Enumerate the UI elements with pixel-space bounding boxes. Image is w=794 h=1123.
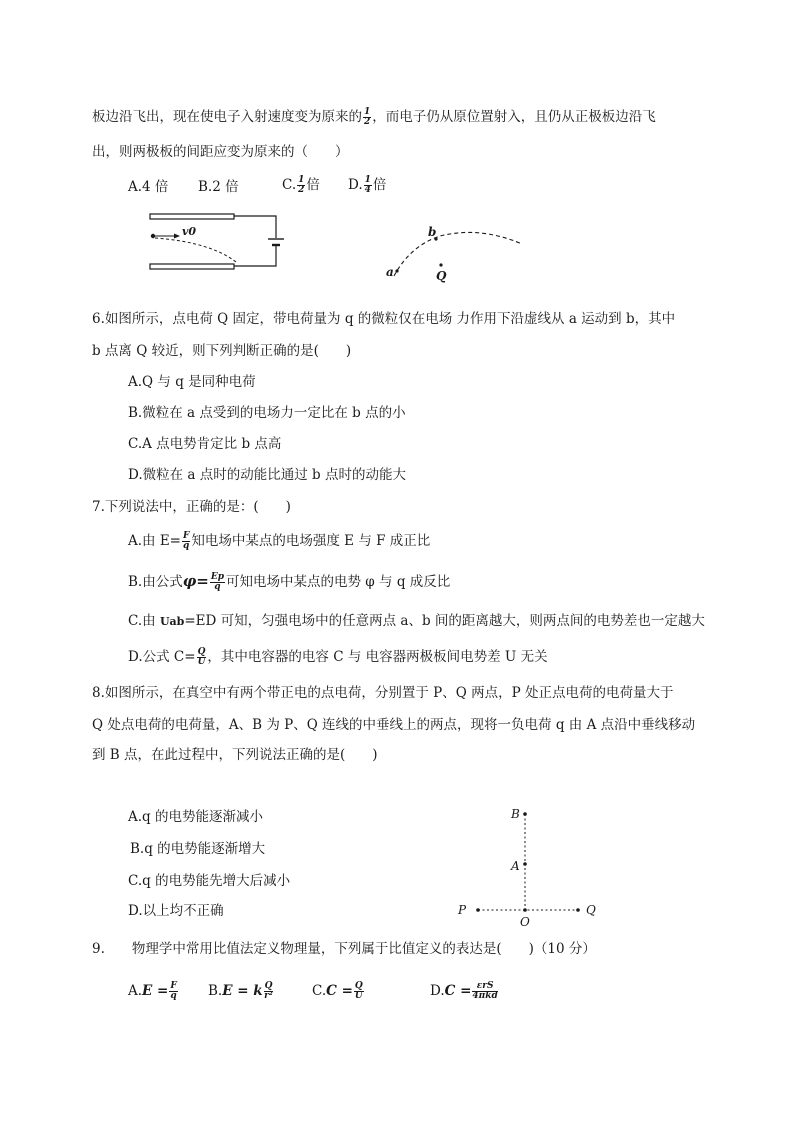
point-B [523, 812, 527, 816]
label-b: b [428, 225, 437, 239]
label-A: A [511, 859, 520, 873]
q7-opt-c-post: =ED 可知，匀强电场中的任意两点 a、b 间的距离越大，则两点间的电势差也一定越大 [184, 613, 705, 629]
q5-fraction-half [363, 108, 371, 127]
q7-opt-c-u: Uab [159, 615, 185, 628]
q5-opt-d-pre: D. [348, 177, 363, 193]
capacitor-figure [140, 198, 300, 294]
q7-opt-a-num: F [183, 531, 190, 541]
q7-opt-b-phi: φ= [182, 572, 209, 590]
q7-opt-b-pre: B.由公式 [128, 574, 183, 590]
q5-opt-d-den: 4 [364, 185, 371, 195]
q5-opt-c-pre: C. [282, 177, 297, 193]
top-plate [150, 214, 234, 219]
point-a [395, 269, 398, 272]
q7-opt-b-post: 可知电场中某点的电势 φ 与 q 成反比 [226, 574, 451, 590]
q5-line2: 出，则两极板的间距应变为原来的（ ） [92, 144, 349, 160]
q5-opt-d-frac [364, 176, 372, 195]
q9-opt-d-num: εrS [472, 982, 497, 992]
q9-opt-a-num: F [170, 981, 177, 991]
q7-option-c [128, 612, 705, 631]
label-P: P [458, 903, 467, 917]
point-A [523, 862, 527, 866]
q7-opt-a-post: 知电场中某点的电场强度 E 与 F 成正比 [191, 533, 431, 549]
q7-opt-b-num: Ep [210, 572, 225, 582]
q7-option-b [128, 572, 450, 592]
q9-opt-a-pre: A. [128, 983, 143, 999]
bottom-plate [150, 264, 234, 269]
q9-option-c [312, 982, 365, 1001]
electron-trajectory [155, 238, 236, 262]
label-a: a [386, 265, 394, 279]
electron-dot [151, 234, 155, 238]
q9-opt-b-den: r² [264, 991, 273, 1001]
label-Q: Q [436, 269, 447, 283]
label-B: B [511, 807, 520, 821]
q9-opt-b-lhs: E = k [222, 983, 263, 999]
q7-opt-d-num: Q [197, 647, 206, 657]
q9-opt-a-frac [169, 982, 177, 1001]
point-O [523, 908, 527, 912]
q9-opt-c-frac [354, 982, 364, 1001]
q6-line2: b 点离 Q 较近，则下列判断正确的是( ) [92, 343, 352, 359]
q8-line1: 8.如图所示，在真空中有两个带正电的点电荷，分别置于 P、Q 两点，P 处正点电荷的电荷量大于 [92, 685, 674, 701]
q9-opt-c-den: U [354, 991, 363, 1001]
q9-opt-a-lhs: E = [142, 983, 169, 999]
q7-opt-d-pre: D.公式 C= [128, 649, 196, 665]
q8-option-c: C.q 的电势能先增大后减小 [128, 873, 291, 889]
q9-opt-a-den: q [170, 991, 177, 1001]
v0-label: v0 [182, 225, 197, 238]
q5-option-c [282, 176, 320, 195]
q5-option-a: A.4 倍 [128, 179, 169, 195]
q9-opt-b-num: Q [264, 981, 273, 991]
q7-opt-d-post: ，其中电容器的电容 C 与 电容器两极板间电势差 U 无关 [207, 649, 548, 665]
q7-line1: 7.下列说法中，正确的是：( ) [92, 499, 291, 515]
q9-option-a [128, 982, 179, 1001]
q5-opt-c-frac [297, 176, 305, 195]
q6-option-a: A.Q 与 q 是同种电荷 [128, 374, 256, 390]
q5-frac-den: 2 [364, 117, 371, 127]
q5-frac-num: 1 [364, 107, 371, 117]
q9-opt-c-num: Q [354, 981, 363, 991]
q9-opt-d-den: 4πkd [472, 991, 498, 1001]
q6-option-c: C.A 点电势肯定比 b 点高 [128, 436, 282, 452]
q7-option-d [128, 648, 548, 667]
q5-opt-d-num: 1 [364, 175, 371, 185]
q6-line1: 6.如图所示，点电荷 Q 固定，带电荷量为 q 的微粒仅在电场 力作用下沿虚线从 a 运动到 b，其中 [92, 311, 676, 327]
q9-opt-d-pre: D. [430, 983, 445, 999]
q5-opt-c-post: 倍 [306, 177, 320, 193]
velocity-arrowhead [174, 234, 180, 239]
label-Q: Q [586, 903, 596, 917]
q9-option-b [208, 982, 274, 1001]
q7-opt-d-den: U [197, 657, 206, 667]
q7-option-a [128, 532, 430, 551]
q5-line1-text-a: 板边沿飞出，现在使电子入射速度变为原来的 [92, 109, 362, 125]
q9-opt-d-lhs: C = [444, 983, 472, 999]
q5-option-b: B.2 倍 [198, 179, 239, 195]
q8-option-b: B.q 的电势能逐渐增大 [130, 841, 266, 857]
particle-path [394, 232, 522, 276]
q6-option-b: B.微粒在 a 点受到的电场力一定比在 b 点的小 [128, 405, 406, 421]
q7-opt-a-frac [182, 532, 190, 551]
q7-opt-b-den: q [214, 582, 221, 592]
q5-opt-c-den: 2 [298, 185, 305, 195]
q5-option-d [348, 176, 386, 195]
q8-option-d: D.以上均不正确 [128, 903, 224, 919]
q5-opt-c-num: 1 [298, 175, 305, 185]
q9-option-d [430, 982, 499, 1001]
q5-opt-d-post: 倍 [372, 177, 387, 193]
q5-line1 [92, 108, 656, 127]
q8-option-a: A.q 的电势能逐渐减小 [128, 809, 263, 825]
q8-line3: 到 B 点，在此过程中，下列说法正确的是( ) [92, 747, 378, 763]
q9-opt-c-pre: C. [312, 983, 327, 999]
wire-bottom [234, 246, 276, 266]
point-P [476, 908, 480, 912]
q7-opt-c-pre: C.由 [128, 613, 160, 629]
label-O: O [520, 915, 530, 929]
wire-top [234, 216, 276, 238]
q9-opt-b-frac [264, 982, 274, 1001]
trajectory-figure [380, 222, 530, 288]
q9-line1: 9. 物理学中常用比值法定义物理量，下列属于比值定义的表达是( )（10 分） [92, 941, 596, 957]
charge-Q-dot [439, 263, 442, 266]
pq-midline-figure [450, 800, 610, 930]
q8-line2: Q 处点电荷的电荷量，A、B 为 P、Q 连线的中垂线上的两点，现将一负电荷 q 由 A 点沿中垂线移动 [92, 717, 696, 733]
point-Q [576, 908, 580, 912]
q7-opt-a-pre: A.由 E= [128, 533, 181, 549]
q9-opt-c-lhs: C = [326, 983, 353, 999]
q5-line1-text-b: ，而电子仍从原位置射入，且仍从正极板边沿飞 [372, 109, 656, 125]
q9-opt-d-frac [472, 982, 497, 1001]
q9-opt-b-pre: B. [208, 983, 223, 999]
q6-option-d: D.微粒在 a 点时的动能比通过 b 点时的动能大 [128, 467, 406, 483]
q7-opt-b-frac [210, 573, 225, 592]
q7-opt-d-frac [197, 648, 207, 667]
q7-opt-a-den: q [183, 541, 190, 551]
